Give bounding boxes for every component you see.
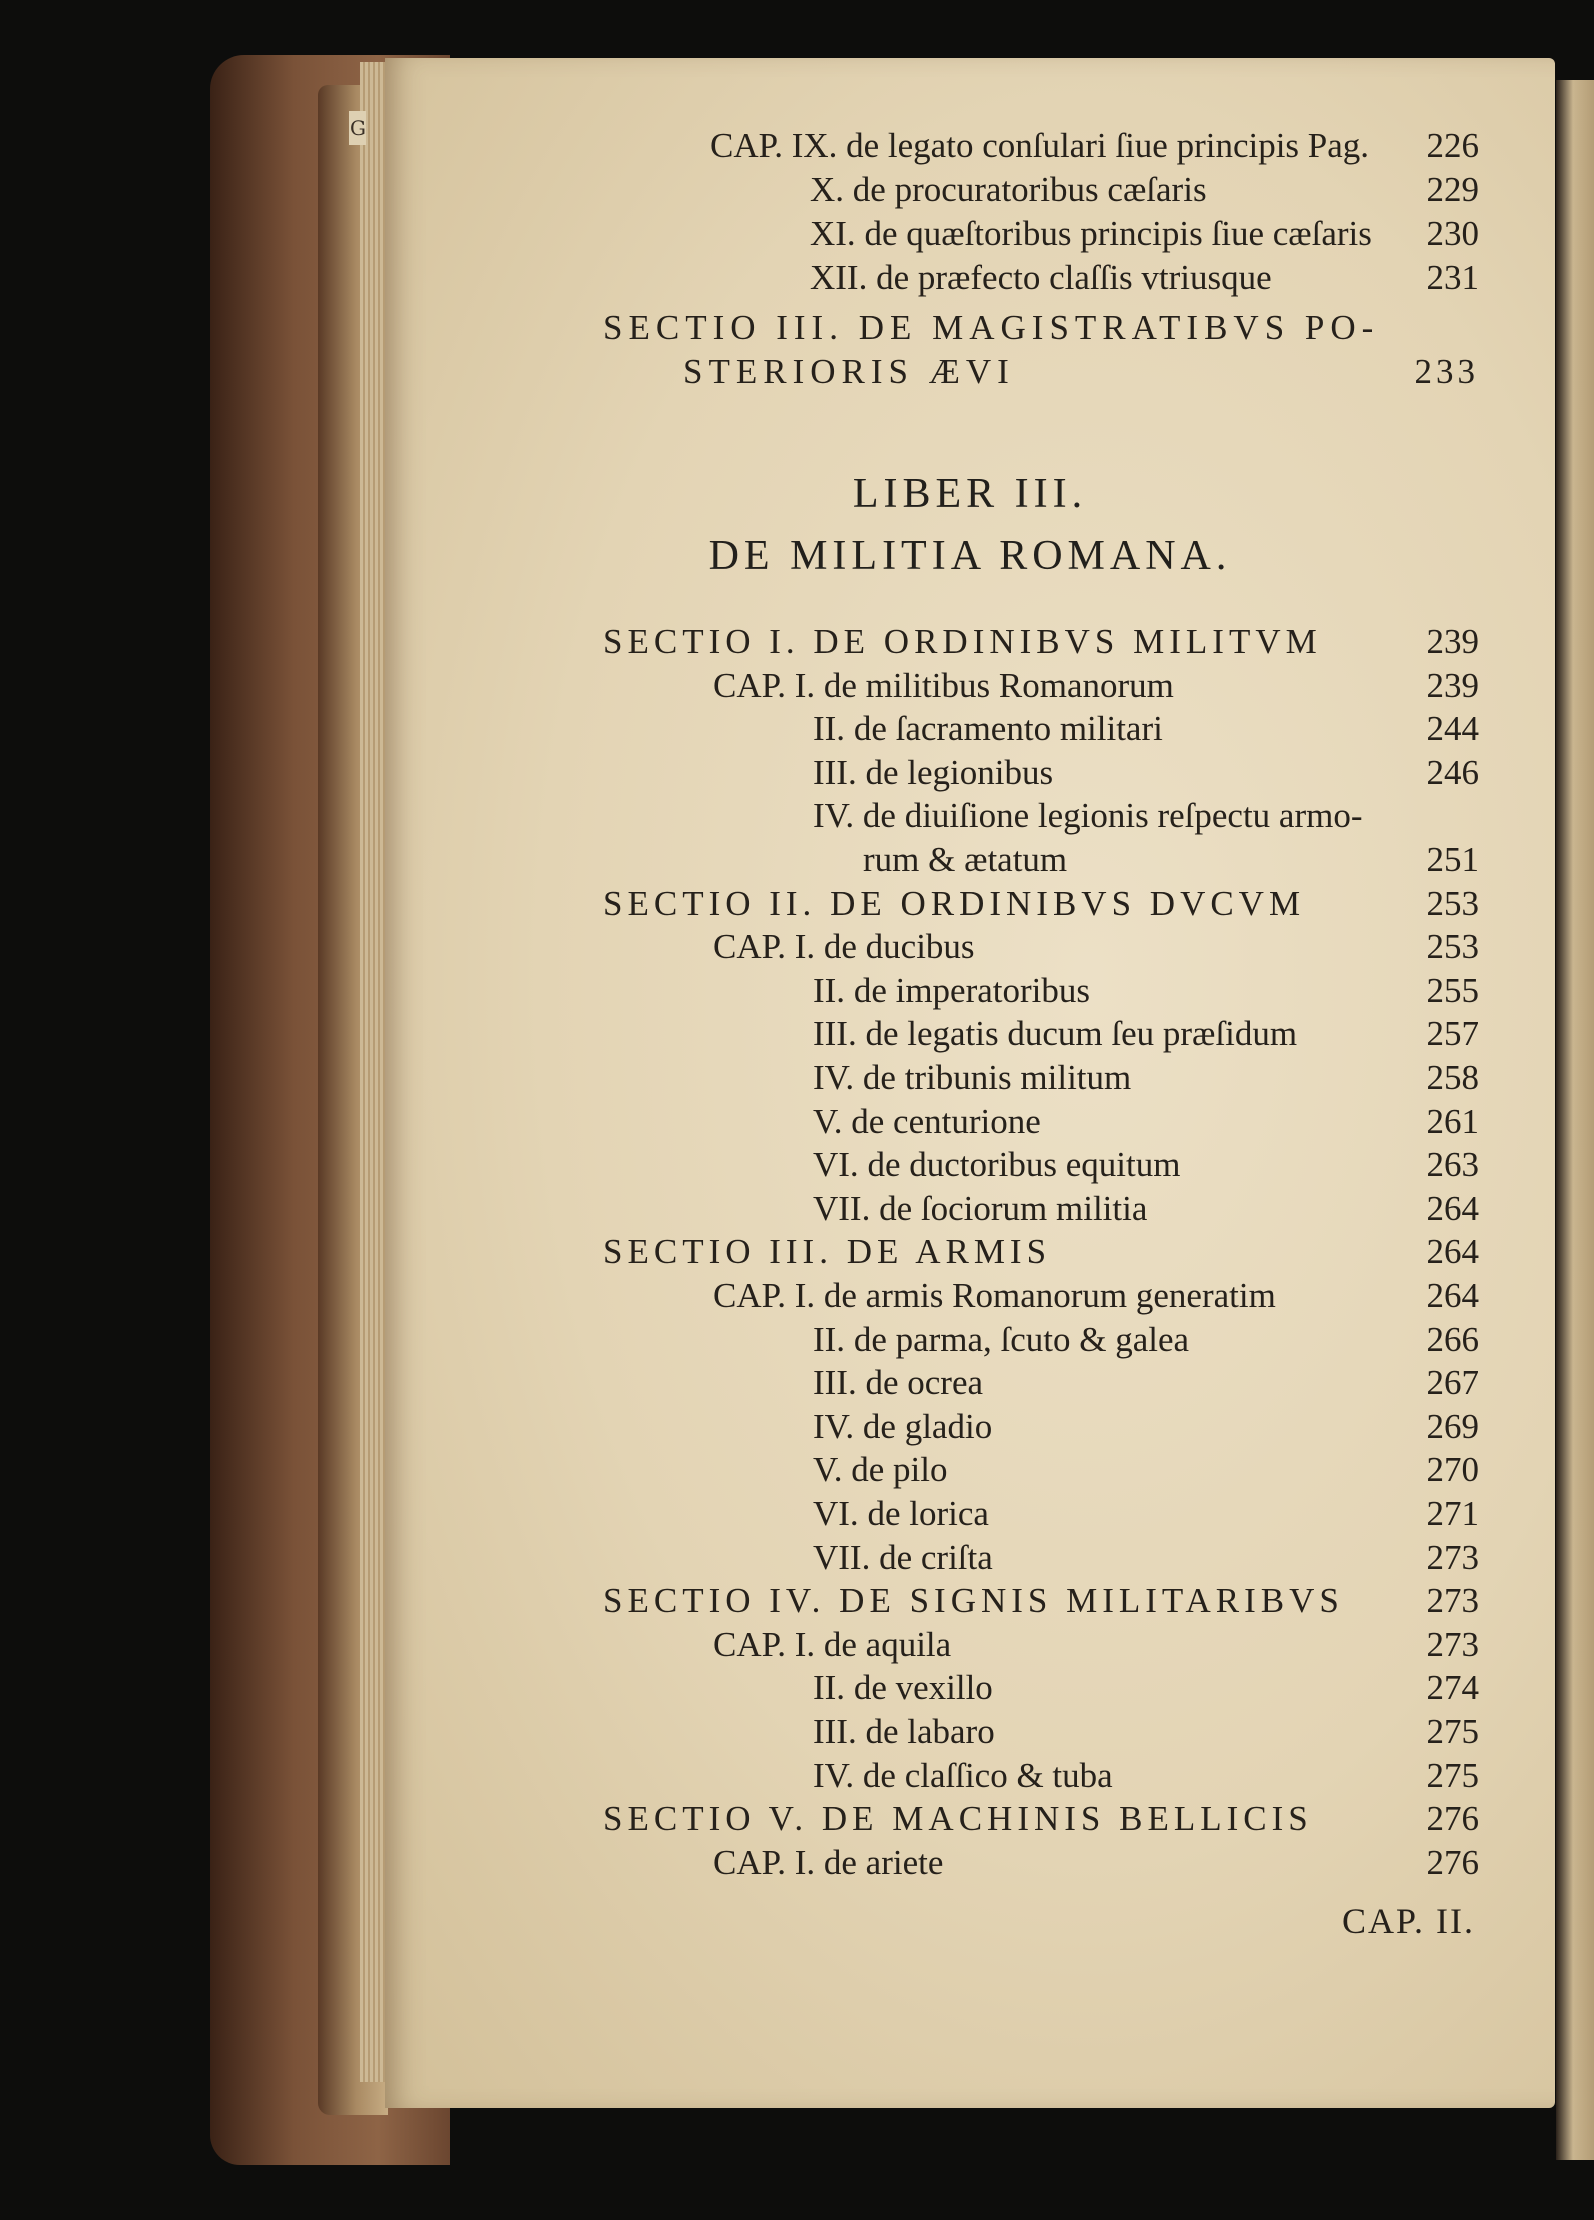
toc-entry-prefix: CAP. I. — [713, 1842, 816, 1882]
toc-entry-title: de legato conſulari ſiue principis Pag. — [846, 126, 1370, 165]
toc-entry-title: de centurione — [851, 1101, 1041, 1141]
toc-entry-prefix: SECTIO IV. — [603, 1581, 826, 1621]
toc-entry-page: 244 — [1426, 709, 1479, 749]
toc-entry-title: de procuratoribus cæſaris — [852, 170, 1207, 209]
toc-entry-prefix: IV. — [813, 1058, 855, 1097]
toc-entry-prefix: VI. — [813, 1494, 859, 1533]
toc-entry-prefix: IV. — [813, 796, 855, 836]
toc-entry-page: 267 — [1426, 1363, 1479, 1403]
toc-entry-prefix: IV. — [813, 1755, 855, 1795]
toc-entry-prefix: IV. — [813, 1406, 855, 1446]
toc-entry-page: 276 — [1426, 1842, 1479, 1882]
toc-entry-title: de armis Romanorum generatim — [823, 1276, 1276, 1315]
toc-entry-prefix: II. — [813, 709, 846, 749]
toc-entry-title: de claſſico & tuba — [862, 1755, 1113, 1795]
toc-entry-prefix: V. — [813, 1450, 843, 1490]
toc-entry-page: 263 — [1426, 1145, 1479, 1185]
toc-entry-page: 274 — [1426, 1668, 1479, 1708]
toc-entry-title: de parma, ſcuto & galea — [853, 1319, 1190, 1359]
toc-entry-page: 275 — [1426, 1755, 1479, 1795]
toc-entry-title: de ductoribus equitum — [867, 1145, 1181, 1185]
toc-entry-title: de pilo — [851, 1450, 948, 1490]
toc-entry-prefix: VII. — [813, 1188, 871, 1228]
toc-entry-prefix: SECTIO V. — [603, 1799, 809, 1839]
toc-entry-prefix: III. — [813, 1712, 857, 1751]
toc-entry-prefix: X. — [810, 170, 845, 209]
toc-entry-page: 273 — [1426, 1581, 1479, 1621]
toc-entry-page: 253 — [1426, 927, 1479, 967]
toc-entry-title: de labaro — [865, 1712, 995, 1751]
toc-entry-title: de criſta — [879, 1537, 993, 1577]
toc-entry-page: 276 — [1426, 1799, 1479, 1839]
toc-entry-prefix: III. — [813, 752, 857, 792]
sectio-iii-line-1: SECTIO III. DE MAGISTRATIBVS PO- — [603, 308, 1380, 347]
toc-entry-page: 253 — [1426, 883, 1479, 923]
toc-entry-page: 230 — [1426, 214, 1479, 253]
toc-entry-page: 226 — [1426, 126, 1479, 165]
toc-entry-page: 229 — [1426, 170, 1479, 209]
toc-entry-title: de imperatoribus — [853, 970, 1090, 1010]
toc-entry-page: 273 — [1426, 1537, 1479, 1577]
toc-entry-title: de tribunis militum — [862, 1058, 1132, 1097]
toc-entry-page: 258 — [1426, 1058, 1479, 1097]
toc-entry-prefix: II. — [813, 1668, 846, 1708]
toc-entry-title: de quæſtoribus principis ſiue cæſaris — [864, 214, 1372, 253]
toc-entry-page: 266 — [1426, 1319, 1479, 1359]
toc-entry-prefix: SECTIO III. — [603, 1232, 833, 1272]
toc-entry-title: de præfecto claſſis vtriusque — [876, 258, 1272, 297]
toc-entry-prefix: V. — [813, 1101, 843, 1141]
toc-entry-page: 255 — [1426, 970, 1479, 1010]
toc-entry-title: DE ORDINIBVS MILITVM — [813, 622, 1322, 661]
sectio-iii-line-2: STERIORIS ÆVI 233 — [683, 352, 1479, 391]
toc-entry-prefix: II. — [813, 1319, 846, 1359]
toc-entry-page: 231 — [1426, 258, 1479, 297]
toc-entry-page: 264 — [1426, 1188, 1479, 1228]
toc-entry-title: DE ORDINIBVS DVCVM — [830, 883, 1306, 923]
toc-entry-title: DE ARMIS — [846, 1232, 1052, 1272]
toc-entry-prefix: CAP. I. — [713, 1624, 816, 1664]
toc-entry-page: 239 — [1426, 622, 1479, 661]
toc-entry-page: 273 — [1426, 1624, 1479, 1664]
toc-entry-title: de legionibus — [865, 752, 1054, 792]
toc-entry-title: de ocrea — [865, 1363, 984, 1403]
toc-entry-page: 264 — [1426, 1232, 1479, 1272]
toc-entry — [385, 1835, 1555, 1891]
toc-entry-title: de ſacramento militari — [853, 709, 1163, 749]
toc-entry-page: 271 — [1426, 1494, 1479, 1533]
toc-entry-page: 264 — [1426, 1276, 1479, 1315]
toc-entry-prefix: CAP. I. — [713, 927, 816, 967]
toc-entry-title: de lorica — [867, 1494, 989, 1533]
toc-entry-title: de ſociorum militia — [879, 1188, 1148, 1228]
catchword: CAP. II. — [1341, 1901, 1475, 1941]
toc-entry-page: 275 — [1426, 1712, 1479, 1751]
toc-entry-page: 270 — [1426, 1450, 1479, 1490]
book-page — [385, 58, 1555, 2108]
toc-entry-title: de legatis ducum ſeu præſidum — [865, 1014, 1298, 1054]
toc-entry-page: 246 — [1426, 752, 1479, 792]
toc-entry-title: de militibus Romanorum — [823, 665, 1174, 705]
toc-entry-page: 251 — [1426, 840, 1479, 879]
toc-entry-title: de aquila — [823, 1624, 952, 1664]
toc-entry-title: DE SIGNIS MILITARIBVS — [839, 1581, 1344, 1621]
book-heading: LIBER III. — [852, 471, 1088, 517]
facing-page-edge — [1556, 80, 1594, 2160]
toc-entry-title: de gladio — [862, 1406, 993, 1446]
toc-entry-prefix: CAP. I. — [713, 665, 816, 705]
toc-entry-prefix: II. — [813, 970, 846, 1010]
toc-entry-title: DE MACHINIS BELLICIS — [821, 1799, 1313, 1839]
toc-entry-prefix: SECTIO I. — [603, 622, 800, 661]
toc-entry-title: de ducibus — [823, 927, 975, 967]
toc-entry-text — [810, 250, 1272, 306]
book-subtitle: DE MILITIA ROMANA. — [708, 533, 1232, 579]
toc-entry-prefix: VII. — [813, 1537, 871, 1577]
toc-entry — [385, 250, 1555, 306]
toc-entry-page: 257 — [1426, 1014, 1479, 1054]
toc-entry-prefix: XI. — [810, 214, 856, 253]
toc-entry-prefix: XII. — [810, 258, 868, 297]
signature-mark: G — [349, 111, 366, 145]
toc-entry-prefix: SECTIO II. — [603, 883, 817, 923]
toc-entry-page: 261 — [1426, 1101, 1479, 1141]
toc-entry-page: 239 — [1426, 665, 1479, 705]
toc-entry-title: de vexillo — [853, 1668, 993, 1708]
toc-entry-title: de ariete — [823, 1842, 944, 1882]
toc-entry-title: de diuiſione legionis reſpectu armo- — [862, 796, 1363, 836]
toc-entry-prefix: III. — [813, 1014, 857, 1054]
toc-entry-prefix: III. — [813, 1363, 857, 1403]
toc-entry-prefix: CAP. IX. — [710, 126, 838, 165]
toc-entry-prefix: VI. — [813, 1145, 859, 1185]
toc-entry-page: 269 — [1426, 1406, 1479, 1446]
toc-entry-title: rum & ætatum — [863, 840, 1068, 879]
toc-entry-prefix: CAP. I. — [713, 1276, 816, 1315]
toc-entry-text — [713, 1835, 943, 1891]
